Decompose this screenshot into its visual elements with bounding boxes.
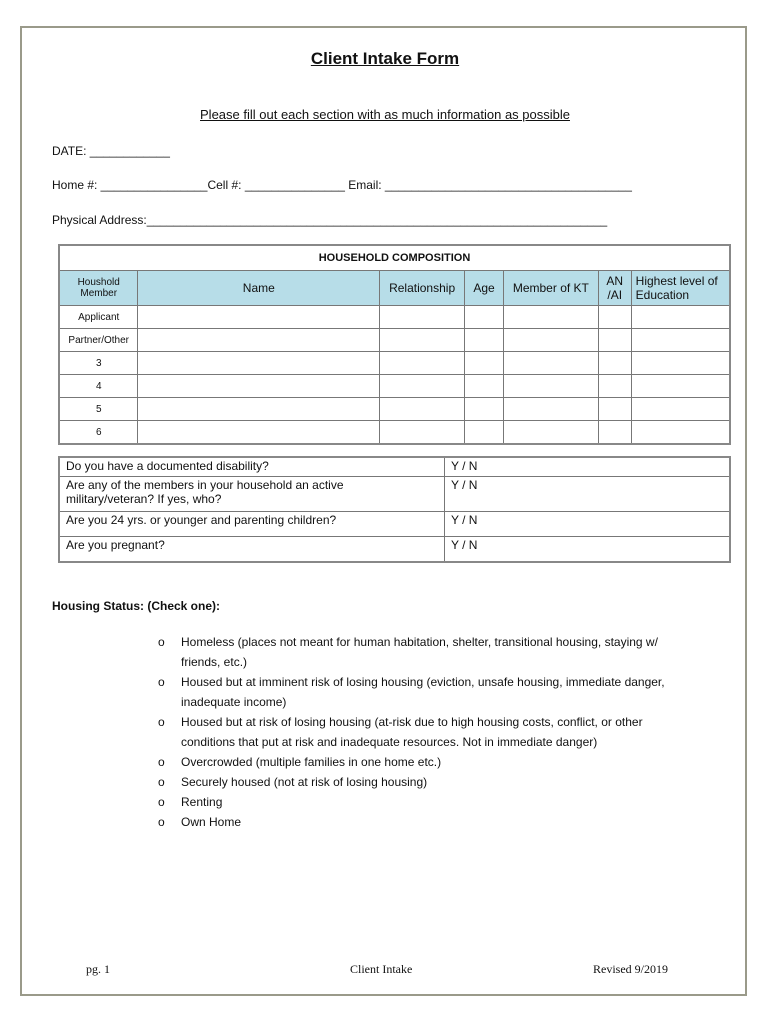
header-relationship: Relationship	[380, 271, 465, 306]
checkbox-bullet-icon[interactable]: o	[158, 755, 165, 769]
row-label: 3	[59, 352, 138, 375]
header-name: Name	[138, 271, 380, 306]
checkbox-bullet-icon[interactable]: o	[158, 795, 165, 809]
question-row	[59, 477, 730, 512]
table-row	[59, 329, 730, 352]
footer-center-title: Client Intake	[350, 962, 413, 976]
table-row	[59, 375, 730, 398]
checkbox-bullet-icon[interactable]: o	[158, 675, 165, 689]
row-label: 5	[59, 398, 138, 421]
education-cell[interactable]	[631, 398, 730, 421]
relationship-cell[interactable]	[380, 352, 465, 375]
household-composition-table	[58, 244, 731, 445]
education-cell[interactable]	[631, 329, 730, 352]
header-education: Highest level of Education	[631, 271, 730, 306]
option-label: Housed but at imminent risk of losing housing (eviction, unsafe housing, immediate danger, inadequate income)	[181, 675, 665, 709]
relationship-cell[interactable]	[380, 306, 465, 329]
header-age: Age	[465, 271, 504, 306]
checkbox-bullet-icon[interactable]: o	[158, 715, 165, 729]
question-military: Are any of the members in your household an active military/veteran? If yes, who?	[59, 477, 445, 512]
age-cell[interactable]	[465, 329, 504, 352]
row-label: Applicant	[59, 306, 138, 329]
name-cell[interactable]	[138, 352, 380, 375]
option-label: Own Home	[181, 815, 242, 829]
row-label: 6	[59, 421, 138, 445]
education-cell[interactable]	[631, 352, 730, 375]
option-at-risk[interactable]	[158, 712, 698, 752]
checkbox-bullet-icon[interactable]: o	[158, 635, 165, 649]
name-cell[interactable]	[138, 306, 380, 329]
answer-young-parent[interactable]: Y / N	[445, 512, 731, 537]
age-cell[interactable]	[465, 306, 504, 329]
an-ai-cell[interactable]	[598, 306, 631, 329]
answer-disability[interactable]: Y / N	[445, 457, 731, 477]
education-cell[interactable]	[631, 306, 730, 329]
an-ai-cell[interactable]	[598, 352, 631, 375]
page-number: pg. 1	[86, 962, 110, 976]
relationship-cell[interactable]	[380, 375, 465, 398]
relationship-cell[interactable]	[380, 329, 465, 352]
form-title: Client Intake Form	[310, 49, 460, 68]
option-label: Housed but at risk of losing housing (at-risk due to high housing costs, conflict, or other conditions that put at risk and inadequate resources. Not in immediate danger)	[181, 715, 643, 749]
form-subtitle: Please fill out each section with as much information as possible	[200, 107, 570, 122]
option-label: Homeless (places not meant for human habitation, shelter, transitional housing, staying w/ friends, etc.)	[181, 635, 658, 669]
age-cell[interactable]	[465, 398, 504, 421]
question-young-parent: Are you 24 yrs. or younger and parenting children?	[59, 512, 445, 537]
physical-address-field[interactable]: Physical Address:_____________________________________________________________________	[52, 213, 608, 227]
housing-status-options	[158, 632, 698, 832]
question-row	[59, 512, 730, 537]
option-homeless[interactable]	[158, 632, 698, 672]
revision-date: Revised 9/2019	[593, 962, 668, 976]
option-label: Securely housed (not at risk of losing housing)	[181, 775, 428, 789]
member-kt-cell[interactable]	[504, 398, 599, 421]
member-kt-cell[interactable]	[504, 421, 599, 445]
member-kt-cell[interactable]	[504, 329, 599, 352]
household-caption: HOUSEHOLD COMPOSITION	[59, 245, 730, 271]
name-cell[interactable]	[138, 398, 380, 421]
age-cell[interactable]	[465, 375, 504, 398]
date-field[interactable]: DATE: ____________	[52, 144, 170, 158]
header-an-ai: AN /AI	[598, 271, 631, 306]
member-kt-cell[interactable]	[504, 375, 599, 398]
relationship-cell[interactable]	[380, 421, 465, 445]
table-row	[59, 421, 730, 445]
name-cell[interactable]	[138, 375, 380, 398]
education-cell[interactable]	[631, 421, 730, 445]
housing-status-heading: Housing Status: (Check one):	[52, 599, 221, 613]
answer-military[interactable]: Y / N	[445, 477, 731, 512]
question-pregnant: Are you pregnant?	[59, 537, 445, 563]
option-own-home[interactable]	[158, 812, 698, 832]
option-imminent-risk[interactable]	[158, 672, 698, 712]
name-cell[interactable]	[138, 421, 380, 445]
member-kt-cell[interactable]	[504, 352, 599, 375]
household-header-row	[59, 271, 730, 306]
option-renting[interactable]	[158, 792, 698, 812]
an-ai-cell[interactable]	[598, 375, 631, 398]
option-overcrowded[interactable]	[158, 752, 698, 772]
checkbox-bullet-icon[interactable]: o	[158, 775, 165, 789]
table-row	[59, 398, 730, 421]
an-ai-cell[interactable]	[598, 329, 631, 352]
age-cell[interactable]	[465, 352, 504, 375]
row-label: 4	[59, 375, 138, 398]
checkbox-bullet-icon[interactable]: o	[158, 815, 165, 829]
answer-pregnant[interactable]: Y / N	[445, 537, 731, 563]
an-ai-cell[interactable]	[598, 421, 631, 445]
contact-fields[interactable]: Home #: ________________Cell #: _______________ Email: _____________________________________	[52, 178, 632, 192]
header-household-member: Houshold Member	[59, 271, 138, 306]
relationship-cell[interactable]	[380, 398, 465, 421]
table-row	[59, 352, 730, 375]
option-label: Renting	[181, 795, 223, 809]
table-row	[59, 306, 730, 329]
age-cell[interactable]	[465, 421, 504, 445]
question-row	[59, 457, 730, 477]
an-ai-cell[interactable]	[598, 398, 631, 421]
member-kt-cell[interactable]	[504, 306, 599, 329]
row-label: Partner/Other	[59, 329, 138, 352]
name-cell[interactable]	[138, 329, 380, 352]
questions-table	[58, 456, 731, 563]
header-member-kt: Member of KT	[504, 271, 599, 306]
education-cell[interactable]	[631, 375, 730, 398]
question-row	[59, 537, 730, 563]
option-securely-housed[interactable]	[158, 772, 698, 792]
option-label: Overcrowded (multiple families in one home etc.)	[181, 755, 442, 769]
question-disability: Do you have a documented disability?	[59, 457, 445, 477]
